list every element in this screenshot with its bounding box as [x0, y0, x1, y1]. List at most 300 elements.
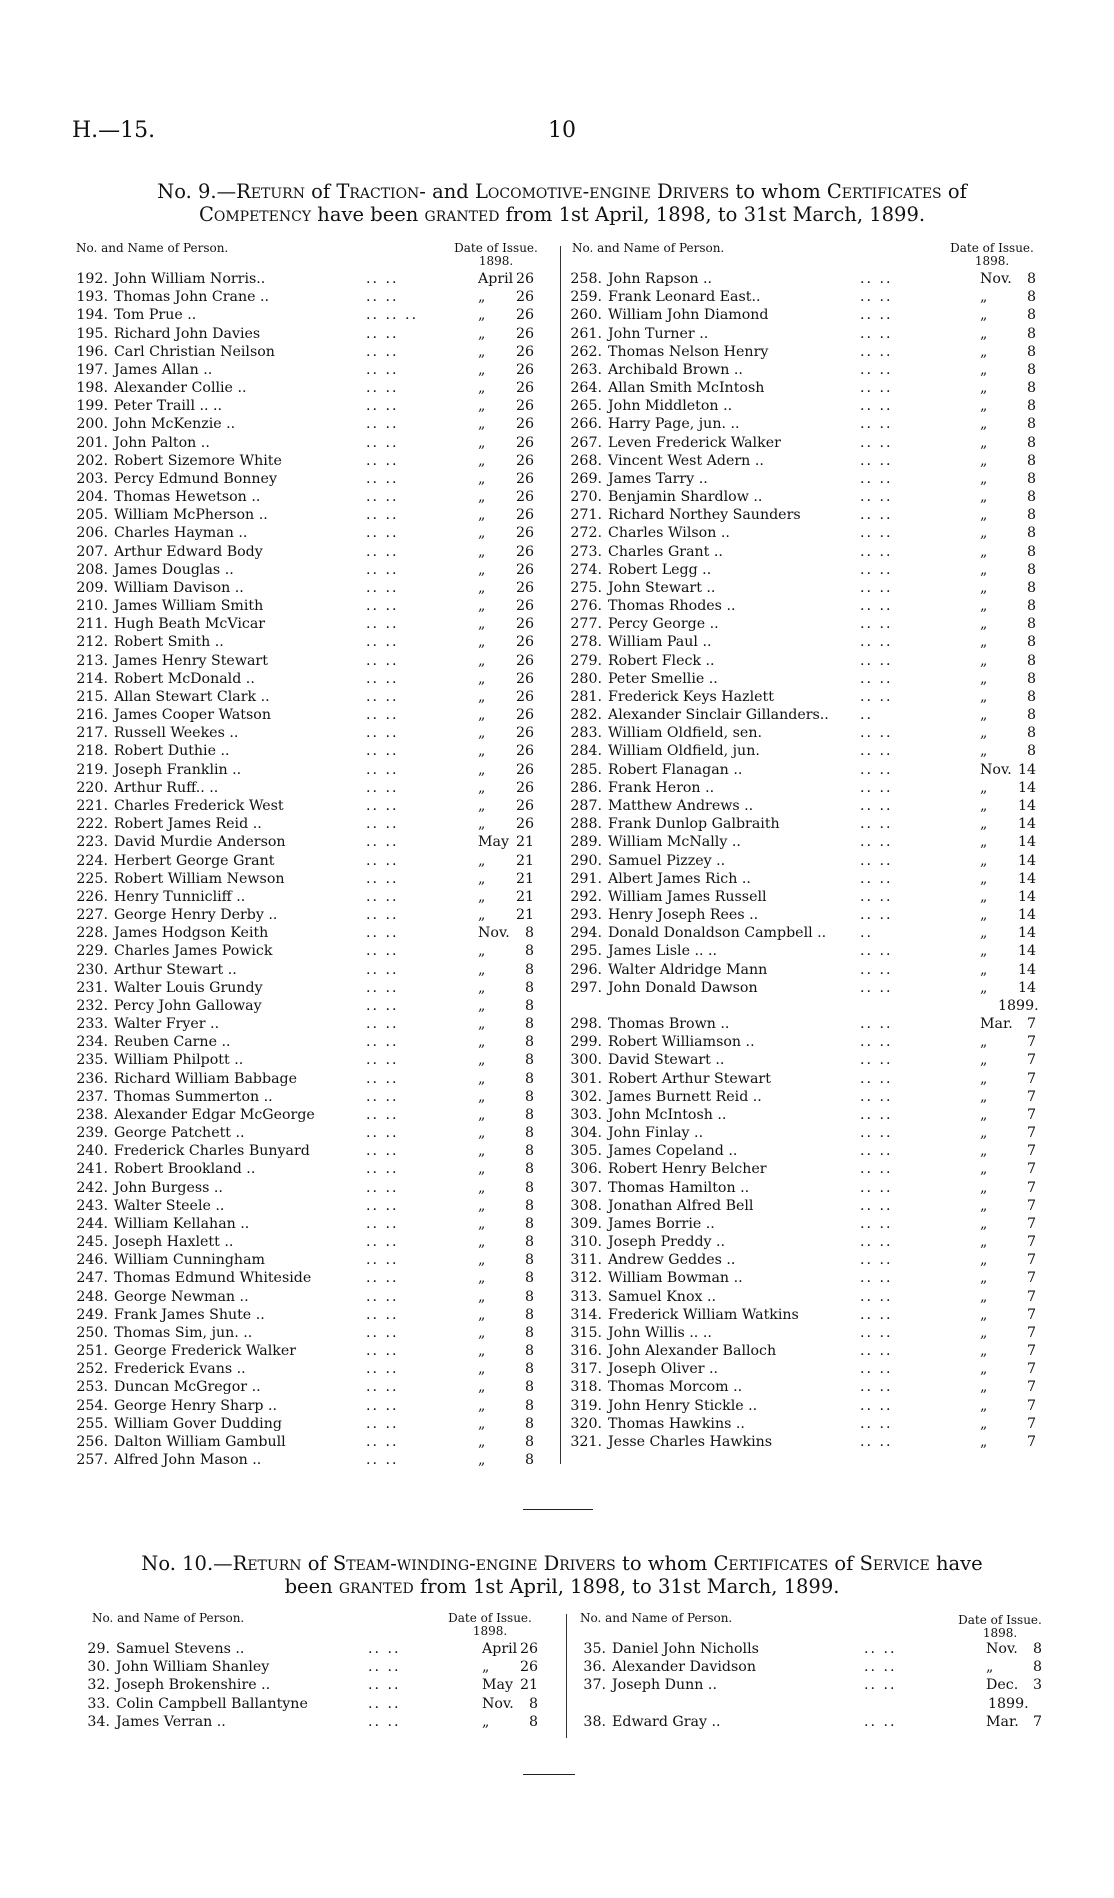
entry-number: 218.	[76, 743, 108, 760]
leader-dots: .. ..	[860, 870, 893, 887]
table-row	[76, 1251, 546, 1269]
issue-month: „	[478, 343, 486, 360]
entry-number: 195.	[76, 325, 108, 342]
table-row	[570, 434, 1050, 452]
person-name: James Douglas ..	[114, 561, 234, 578]
person-name: Hugh Beath McVicar	[114, 616, 266, 633]
person-name: George Henry Derby ..	[114, 907, 278, 924]
issue-month: „	[478, 507, 486, 524]
issue-month: „	[980, 743, 988, 760]
person-name: John Donald Dawson	[608, 979, 758, 996]
leader-dots: .. ..	[366, 943, 399, 960]
issue-day: 8	[524, 1016, 534, 1033]
leader-dots: .. ..	[860, 907, 893, 924]
issue-day: 21	[515, 852, 534, 869]
table-row	[76, 1269, 546, 1287]
issue-day: 8	[524, 1270, 534, 1287]
issue-day: 26	[515, 470, 534, 487]
leader-dots: .. ..	[366, 634, 399, 651]
table-row	[78, 1713, 558, 1731]
leader-dots: .. ..	[860, 1434, 893, 1450]
issue-day: 7	[1026, 1343, 1036, 1360]
entry-number: 225.	[76, 870, 108, 887]
entry-number: 245.	[76, 1234, 108, 1251]
table-row	[570, 524, 1050, 542]
person-name: William Kellahan ..	[114, 1215, 250, 1232]
issue-day: 26	[515, 380, 534, 397]
entry-number: 222.	[76, 816, 108, 833]
issue-month: „	[980, 470, 988, 487]
issue-month: „	[980, 1252, 988, 1269]
issue-day: 14	[1017, 779, 1036, 796]
issue-month: „	[980, 343, 988, 360]
issue-day: 7	[1026, 1161, 1036, 1178]
table-row	[570, 1397, 1050, 1415]
entry-number: 251.	[76, 1343, 108, 1360]
table-row	[76, 633, 546, 651]
issue-day: 7	[1026, 1052, 1036, 1069]
entry-number: 29.	[87, 1641, 110, 1657]
table-row	[76, 452, 546, 470]
leader-dots: .. ..	[366, 688, 399, 705]
person-name: Robert William Newson	[114, 870, 285, 887]
issue-month: „	[980, 634, 988, 651]
table-row	[76, 1415, 546, 1433]
entry-number: 241.	[76, 1161, 108, 1178]
issue-day: 8	[524, 1197, 534, 1214]
issue-month: „	[980, 725, 988, 742]
issue-month: „	[980, 307, 988, 324]
entry-number: 219.	[76, 761, 108, 778]
issue-month: „	[980, 380, 988, 397]
table-row	[76, 415, 546, 433]
leader-dots: .. ..	[366, 725, 399, 742]
title-part: Certificates	[826, 180, 942, 203]
table-row	[570, 1415, 1050, 1433]
issue-month: Mar.	[986, 1713, 1019, 1730]
leader-dots: .. ..	[366, 579, 399, 596]
entry-number: 275.	[570, 579, 602, 596]
person-name: Arthur Stewart ..	[114, 961, 237, 978]
table-row	[570, 688, 1050, 706]
leader-dots: .. ..	[366, 925, 399, 942]
person-name: Frederick Keys Hazlett	[608, 688, 774, 705]
person-name: George Frederick Walker	[114, 1343, 297, 1360]
person-name: John McIntosh ..	[608, 1106, 727, 1123]
leader-dots: .. ..	[368, 1713, 401, 1730]
issue-month: „	[980, 1125, 988, 1142]
issue-month: „	[980, 1270, 988, 1287]
issue-day: 26	[519, 1659, 538, 1676]
page-number: 10	[548, 118, 576, 143]
leader-dots: .. ..	[860, 416, 893, 433]
issue-day: 8	[524, 1306, 534, 1323]
leader-dots: .. ..	[860, 1397, 893, 1414]
title-part: Traction-	[336, 180, 426, 203]
issue-month: „	[980, 1397, 988, 1414]
issue-day: 26	[515, 725, 534, 742]
table-row	[570, 1179, 1050, 1197]
table-row	[570, 361, 1050, 379]
leader-dots: .. ..	[368, 1677, 401, 1694]
person-name: Thomas Nelson Henry	[608, 343, 769, 360]
table-row	[76, 506, 546, 524]
issue-month: „	[478, 616, 486, 633]
table-row	[76, 1233, 546, 1251]
person-name: Allan Stewart Clark ..	[114, 688, 270, 705]
person-name: Samuel Stevens ..	[116, 1641, 245, 1657]
issue-month: „	[478, 979, 486, 996]
issue-month: „	[478, 1197, 486, 1214]
issue-month: „	[980, 434, 988, 451]
person-name: George Henry Sharp ..	[114, 1397, 277, 1414]
leader-dots: .. ..	[860, 1270, 893, 1287]
table-row	[78, 1676, 558, 1694]
issue-month: „	[980, 507, 988, 524]
issue-day: 8	[528, 1713, 538, 1730]
entry-number: 265.	[570, 398, 602, 415]
table-row	[570, 961, 1050, 979]
leader-dots: .. ..	[366, 470, 399, 487]
issue-month: „	[478, 1306, 486, 1323]
issue-day: 8	[524, 1379, 534, 1396]
issue-month: April	[478, 271, 514, 287]
issue-month: „	[478, 598, 486, 615]
leader-dots: .. ..	[860, 943, 893, 960]
issue-day: 26	[515, 525, 534, 542]
person-name: Thomas Edmund Whiteside	[114, 1270, 312, 1287]
issue-month: „	[478, 688, 486, 705]
issue-month: „	[478, 561, 486, 578]
entry-number: 259.	[570, 289, 602, 306]
issue-month: „	[478, 1016, 486, 1033]
issue-day: 8	[524, 979, 534, 996]
leader-dots: .. ..	[366, 598, 399, 615]
table-row	[570, 724, 1050, 742]
issue-month: „	[980, 961, 988, 978]
entry-number: 204.	[76, 489, 108, 506]
person-name: Joseph Oliver ..	[608, 1361, 719, 1378]
table-row	[570, 942, 1050, 960]
person-name: Robert Arthur Stewart	[608, 1070, 771, 1087]
issue-day: 14	[1017, 979, 1036, 996]
issue-month: „	[478, 398, 486, 415]
leader-dots: .. ..	[366, 1034, 399, 1051]
person-name: John William Norris..	[114, 271, 266, 287]
table-row	[76, 1033, 546, 1051]
issue-month: „	[478, 1143, 486, 1160]
table-row	[570, 1251, 1050, 1269]
entry-number: 221.	[76, 797, 108, 814]
issue-month: „	[980, 1361, 988, 1378]
issue-day: 8	[524, 1288, 534, 1305]
issue-day: 26	[515, 598, 534, 615]
table-row	[570, 906, 1050, 924]
issue-day: 8	[524, 1361, 534, 1378]
issue-month: „	[478, 870, 486, 887]
issue-month: „	[980, 816, 988, 833]
entry-number: 230.	[76, 961, 108, 978]
issue-month: „	[980, 325, 988, 342]
issue-month: „	[980, 1379, 988, 1396]
entry-number: 298.	[570, 1016, 602, 1033]
entry-number: 290.	[570, 852, 602, 869]
entry-number: 281.	[570, 688, 602, 705]
issue-day: 8	[524, 961, 534, 978]
leader-dots: .. ..	[366, 1052, 399, 1069]
issue-month: „	[478, 470, 486, 487]
person-name: Reuben Carne ..	[114, 1034, 231, 1051]
table-row	[570, 270, 1050, 288]
issue-day: 8	[524, 1252, 534, 1269]
leader-dots: .. ..	[366, 907, 399, 924]
table-row	[76, 1088, 546, 1106]
entry-number: 216.	[76, 707, 108, 724]
issue-month: Nov.	[980, 761, 1012, 778]
year-heading: 1898.	[982, 1626, 1018, 1640]
issue-month: „	[478, 652, 486, 669]
title-part: Competency	[198, 203, 312, 226]
issue-month: „	[980, 452, 988, 469]
leader-dots: .. ..	[860, 1034, 893, 1051]
table-row	[570, 543, 1050, 561]
issue-month: „	[980, 1143, 988, 1160]
entry-number: 34.	[87, 1713, 110, 1730]
issue-month: „	[478, 1361, 486, 1378]
person-name: Charles Wilson ..	[608, 525, 730, 542]
table-row	[570, 761, 1050, 779]
leader-dots: .. ..	[860, 1252, 893, 1269]
leader-dots: .. ..	[860, 1161, 893, 1178]
leader-dots: .. ..	[860, 1016, 893, 1033]
table-row	[570, 1342, 1050, 1360]
table-row	[76, 688, 546, 706]
person-name: James William Smith	[114, 598, 264, 615]
issue-day: 26	[515, 616, 534, 633]
leader-dots: .. ..	[366, 543, 399, 560]
entry-number: 33.	[87, 1695, 110, 1712]
issue-month: „	[478, 1415, 486, 1432]
leader-dots: .. ..	[366, 452, 399, 469]
entry-number: 193.	[76, 289, 108, 306]
issue-month: „	[478, 725, 486, 742]
table-row	[76, 270, 546, 288]
leader-dots: .. ..	[366, 1306, 399, 1323]
issue-day: 8	[1026, 416, 1036, 433]
person-name: Robert Henry Belcher	[608, 1161, 767, 1178]
person-name: Joseph Dunn ..	[612, 1677, 717, 1694]
table9-right-column	[570, 270, 1050, 1451]
issue-day: 7	[1026, 1197, 1036, 1214]
page-header	[72, 118, 1072, 154]
table-row	[570, 888, 1050, 906]
leader-dots: .. ..	[366, 670, 399, 687]
entry-number: 305.	[570, 1143, 602, 1160]
person-name: James Borrie ..	[608, 1215, 715, 1232]
issue-day: 8	[1026, 561, 1036, 578]
entry-number: 205.	[76, 507, 108, 524]
entry-number: 32.	[87, 1677, 110, 1694]
entry-number: 235.	[76, 1052, 108, 1069]
issue-month: „	[478, 797, 486, 814]
issue-month: „	[980, 561, 988, 578]
issue-month: „	[478, 816, 486, 833]
table-row	[76, 397, 546, 415]
entry-number: 311.	[570, 1252, 602, 1269]
leader-dots: .. ..	[860, 525, 893, 542]
table-row	[76, 870, 546, 888]
issue-month: „	[980, 416, 988, 433]
column-divider	[560, 246, 561, 1464]
issue-day: 26	[515, 579, 534, 596]
table10-title	[72, 1552, 1052, 1598]
entry-number: 262.	[570, 343, 602, 360]
entry-number: 203.	[76, 470, 108, 487]
person-name: Samuel Pizzey ..	[608, 852, 726, 869]
issue-month: „	[980, 361, 988, 378]
leader-dots: .. ..	[366, 325, 399, 342]
person-name: Colin Campbell Ballantyne	[116, 1695, 308, 1712]
leader-dots: .. ..	[860, 579, 893, 596]
table-row	[76, 470, 546, 488]
entry-number: 303.	[570, 1106, 602, 1123]
title-part: been	[284, 1575, 339, 1598]
table10-right-column	[574, 1640, 1054, 1731]
table10-title-line2	[72, 1575, 1052, 1598]
issue-day: 26	[515, 652, 534, 669]
entry-number: 232.	[76, 997, 108, 1014]
person-name: Charles Grant ..	[608, 543, 723, 560]
issue-month: „	[980, 670, 988, 687]
table-row	[76, 361, 546, 379]
leader-dots: .. ..	[860, 979, 893, 996]
issue-day: 7	[1026, 1379, 1036, 1396]
title-part: from 1st April, 1898, to 31st March, 1899.	[499, 203, 926, 226]
person-name: Arthur Edward Body	[114, 543, 263, 560]
person-name: Robert McDonald ..	[114, 670, 255, 687]
issue-month: „	[478, 1234, 486, 1251]
issue-day: 26	[515, 507, 534, 524]
entry-number: 316.	[570, 1343, 602, 1360]
table-row	[76, 1342, 546, 1360]
issue-day: 26	[515, 361, 534, 378]
person-name: Thomas Sim, jun. ..	[114, 1324, 253, 1341]
issue-day: 8	[524, 997, 534, 1014]
issue-day: 14	[1017, 852, 1036, 869]
person-name: George Patchett ..	[114, 1125, 245, 1142]
issue-day: 7	[1026, 1288, 1036, 1305]
table-row	[76, 888, 546, 906]
entry-number: 269.	[570, 470, 602, 487]
person-name: Frederick Charles Bunyard	[114, 1143, 310, 1160]
entry-number: 198.	[76, 380, 108, 397]
issue-day: 7	[1026, 1306, 1036, 1323]
issue-day: 7	[1026, 1324, 1036, 1341]
year-heading: 1898.	[472, 1624, 508, 1638]
table-row	[76, 997, 546, 1015]
issue-month: „	[980, 616, 988, 633]
leader-dots: .. ..	[860, 688, 893, 705]
table-row	[570, 652, 1050, 670]
issue-day: 8	[1026, 271, 1036, 287]
issue-day: 8	[524, 1452, 534, 1469]
leader-dots: .. ..	[366, 1088, 399, 1105]
entry-number: 282.	[570, 707, 602, 724]
person-name: Joseph Brokenshire ..	[116, 1677, 271, 1694]
leader-dots: ..	[860, 925, 874, 942]
issue-day: 7	[1026, 1270, 1036, 1287]
issue-month: „	[478, 943, 486, 960]
table-row	[570, 397, 1050, 415]
table-row	[76, 1324, 546, 1342]
person-name: Thomas Morcom ..	[608, 1379, 743, 1396]
person-name: James Henry Stewart	[114, 652, 268, 669]
issue-month: „	[478, 1052, 486, 1069]
leader-dots: .. ..	[366, 361, 399, 378]
issue-day: 26	[515, 743, 534, 760]
issue-day: 8	[1026, 380, 1036, 397]
table-row	[570, 452, 1050, 470]
table-row	[570, 597, 1050, 615]
issue-month: „	[478, 1215, 486, 1232]
issue-month: „	[478, 907, 486, 924]
title-part: of	[304, 180, 337, 203]
issue-day: 26	[515, 543, 534, 560]
table-row	[76, 306, 546, 324]
issue-month: „	[980, 779, 988, 796]
table9-left-column	[76, 270, 546, 1469]
section-divider	[523, 1774, 575, 1775]
issue-day: 8	[524, 1125, 534, 1142]
leader-dots: .. ..	[366, 1016, 399, 1033]
leader-dots: .. ..	[366, 1397, 399, 1414]
leader-dots: .. ..	[860, 1306, 893, 1323]
column-divider	[566, 1614, 567, 1738]
entry-number: 312.	[570, 1270, 602, 1287]
leader-dots: .. ..	[366, 761, 399, 778]
issue-day: 14	[1017, 761, 1036, 778]
person-name: Thomas Rhodes ..	[608, 598, 736, 615]
issue-day: 26	[515, 761, 534, 778]
leader-dots: .. ..	[366, 852, 399, 869]
entry-number: 295.	[570, 943, 602, 960]
table9-title	[72, 180, 1052, 226]
leader-dots: .. ..	[366, 652, 399, 669]
person-name: Thomas John Crane ..	[114, 289, 270, 306]
person-name: Robert Fleck ..	[608, 652, 715, 669]
leader-dots: .. ..	[864, 1713, 897, 1730]
person-name: Richard Northey Saunders	[608, 507, 801, 524]
entry-number: 35.	[583, 1641, 606, 1657]
leader-dots: .. ..	[366, 1197, 399, 1214]
leader-dots: .. ..	[860, 816, 893, 833]
table-row	[570, 288, 1050, 306]
person-name: Robert James Reid ..	[114, 816, 262, 833]
issue-month: „	[478, 997, 486, 1014]
title-part: No. 9.—	[157, 180, 237, 203]
entry-number: 317.	[570, 1361, 602, 1378]
table-row	[570, 1070, 1050, 1088]
issue-month: „	[478, 1452, 486, 1469]
issue-month: „	[478, 1106, 486, 1123]
issue-day: 14	[1017, 925, 1036, 942]
table-row	[76, 1433, 546, 1451]
issue-month: „	[478, 743, 486, 760]
entry-number: 254.	[76, 1397, 108, 1414]
entry-number: 212.	[76, 634, 108, 651]
issue-day: 14	[1017, 870, 1036, 887]
person-name: William McNally ..	[608, 834, 741, 851]
